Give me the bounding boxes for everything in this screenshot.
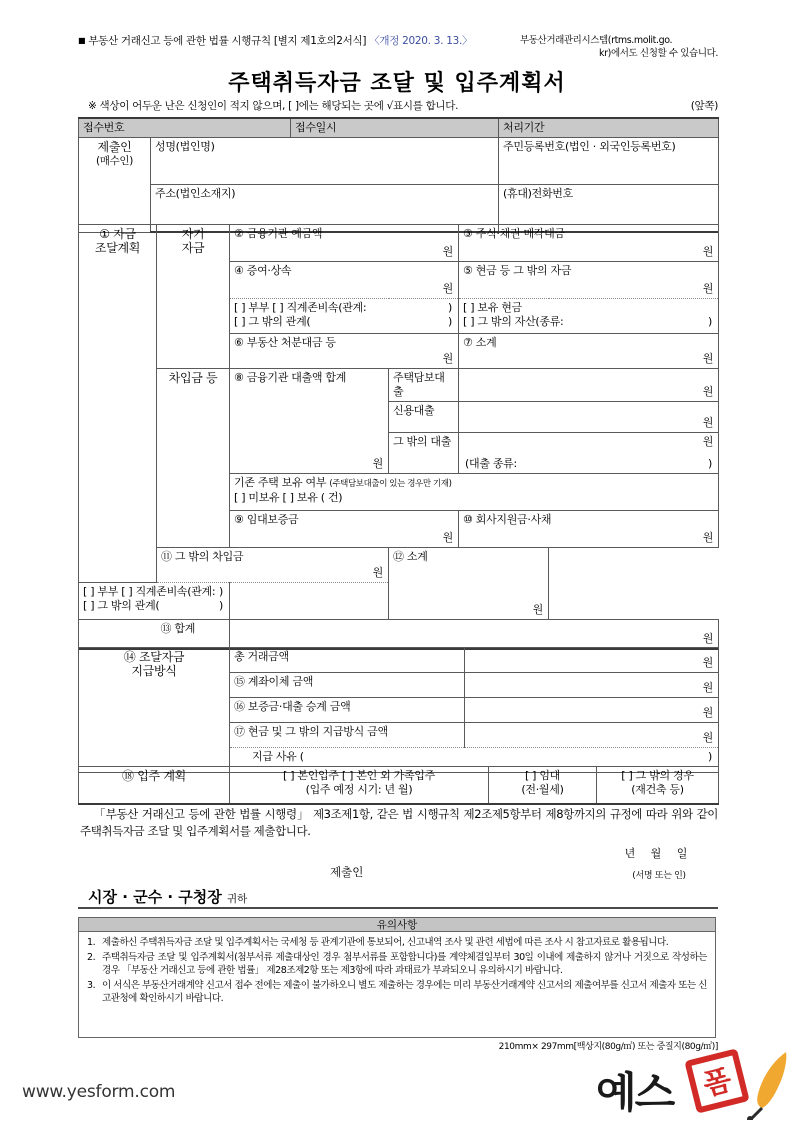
submitter-table	[78, 117, 719, 233]
processing-period-cell: 처리기간	[499, 118, 719, 138]
existing-house-options[interactable]: [ ] 미보유 [ ] 보유 ( 건)	[234, 491, 343, 504]
funding-row-11-12	[79, 548, 719, 583]
loan-type-input-close: )	[708, 457, 713, 470]
cash-holding-line1: [ ] 보유 현금	[463, 301, 522, 314]
item11-label: ⑪ 그 밖의 차입금	[161, 550, 244, 563]
payment-total-label: 총 거래금액	[230, 648, 465, 673]
mortgage-won-unit: 원	[702, 385, 714, 398]
signature-hint[interactable]: (서명 또는 인)	[632, 871, 686, 881]
payment-assume-won: 원	[702, 706, 713, 719]
page-title: 주택취득자금 조달 및 입주계획서	[228, 71, 566, 96]
item7-won-unit: 원	[702, 352, 714, 365]
gift-relation-line1-close: )	[448, 301, 452, 314]
movein-rent-line1: [ ] 임대	[524, 769, 561, 782]
notice-item-number: 3.	[87, 979, 96, 991]
item4-label: ④ 증여·상속	[234, 264, 292, 277]
gift-relation-line2-close: )	[448, 315, 452, 328]
field-item9-rental-deposit[interactable]	[230, 511, 459, 548]
payment-total-won: 원	[702, 656, 713, 669]
borrow-relation-line1-text: [ ] 부부 [ ] 직계존비속(관계:	[83, 585, 216, 598]
existing-house-note: (주택담보대출이 있는 경우만 기재)	[329, 479, 452, 489]
item12-won-unit: 원	[532, 603, 543, 616]
movein-self-line2: (입주 예정 시기: 년 월)	[305, 783, 413, 796]
notice-item-number: 1.	[87, 937, 96, 948]
notice-header: 유의사항	[78, 917, 716, 932]
item10-label: ⑩ 회사지원금·사채	[463, 513, 552, 526]
borrow-relation-line2-close: )	[219, 599, 223, 612]
item6-won-unit: 원	[442, 352, 453, 365]
credit-won-unit: 원	[702, 416, 714, 429]
field-gift-relation[interactable]	[230, 299, 459, 334]
gift-relation-line2-text: [ ] 그 밖의 관계(	[234, 315, 311, 328]
receipt-header-row	[79, 118, 719, 138]
item13-label: ⑬ 합계	[157, 620, 230, 650]
funding-plan-table	[78, 224, 719, 650]
item13-won-unit: 원	[702, 632, 714, 645]
field-payment-cash[interactable]	[465, 723, 719, 748]
cash-holding-line2	[463, 315, 714, 329]
funding-section-label-line1: ① 자금	[99, 227, 136, 241]
item7-label: ⑦ 소계	[463, 336, 497, 349]
date-line[interactable]: 년 월 일	[624, 847, 694, 860]
movein-plan-row	[79, 767, 719, 805]
submitter-rrn-field[interactable]: 주민등록번호(법인 · 외국인등록번호)	[499, 138, 719, 185]
submitter-address-field[interactable]: 주소(법인소재지)	[151, 185, 499, 233]
submitter-phone-field[interactable]: (휴대)전화번호	[499, 185, 719, 233]
field-existing-house[interactable]	[230, 474, 719, 511]
field-loan-mortgage-amount[interactable]	[459, 369, 719, 402]
field-payment-assume[interactable]	[465, 698, 719, 723]
addressee-suffix: 귀하	[226, 893, 248, 905]
movein-rent-line2: (전·월세)	[521, 783, 564, 796]
gift-relation-line1	[234, 301, 454, 315]
own-funds-label-line1: 자기	[181, 227, 205, 241]
field-cash-holding[interactable]	[459, 299, 719, 334]
submitter-name-field[interactable]: 성명(법인명)	[151, 138, 499, 185]
gift-relation-line2	[234, 315, 454, 329]
payment-transfer-won: 원	[702, 681, 713, 694]
movein-other-line2: (재건축 등)	[631, 783, 684, 796]
bullet-icon: ■	[78, 36, 86, 45]
revision-date: 〈개정 2020. 3. 13.〉	[369, 35, 473, 47]
payment-cash-label: ⑰ 현금 및 그 밖의 지급방식 금액	[230, 723, 465, 748]
system-notice-line2: kr)에서도 신청할 수 있습니다.	[599, 48, 718, 59]
payment-method-table	[78, 647, 719, 773]
borrow-relation-line2	[83, 599, 225, 613]
notice-item-text: 이 서식은 부동산거래계약 신고서 접수 전에는 제출이 불가하오니 별도 제출하는 경우에는 미리 부동산거래계약 신고서의 제출여부를 신고서 제출자 또는 신고관청에 확인하시기 바랍니다.	[102, 979, 707, 1004]
borrow-relation-line1-close: )	[219, 585, 223, 598]
notice-item-text: 주택취득자금 조달 및 입주계획서(첨부서류 제출대상인 경우 첨부서류를 포함합니다)를 계약체결일부터 30일 이내에 제출하지 않거나 거짓으로 작성하는 경우 「부동산 거래신고 등에 관한 법률」 제28조제2항 또는 제3항에 따라 과태료가 부과되오니 유의하시기 바랍니다.	[102, 951, 707, 976]
notice-item	[87, 936, 707, 950]
borrowed-funds-label: 차입금 등	[157, 369, 230, 548]
item3-label: ③ 주식·채권 매각대금	[463, 227, 565, 240]
item5-label: ⑤ 현금 등 그 밖의 자금	[463, 264, 572, 277]
item9-label: ⑨ 임대보증금	[234, 513, 299, 526]
item3-won-unit: 원	[702, 245, 714, 258]
cash-holding-line2-text: [ ] 그 밖의 자산(종류:	[463, 315, 564, 328]
item13-label-cell	[79, 620, 157, 650]
field-item5-cash-other[interactable]	[459, 262, 719, 299]
field-item10-company-loan[interactable]	[459, 511, 719, 548]
paper-specification: 210mm× 297mm[백상지(80g/㎡) 또는 중질지(80g/㎡)]	[498, 1042, 718, 1052]
legal-statement: 「부동산 거래신고 등에 관한 법률 시행령」 제3조제1항, 같은 법 시행규칙 제2조제5항부터 제8항까지의 규정에 따라 위와 같이 주택취득자금 조달 및 입주계획서를 제출합니다.	[80, 807, 718, 838]
payment-row-total	[79, 648, 719, 673]
payment-cash-won: 원	[702, 731, 713, 744]
form-instruction	[88, 98, 718, 113]
funding-row-13-total	[79, 620, 719, 650]
notice-body	[78, 932, 716, 1038]
submitter-label-cell	[79, 138, 151, 233]
cash-holding-line2-close: )	[708, 315, 713, 328]
yesform-logo	[596, 1052, 786, 1122]
movein-plan-table	[78, 766, 719, 805]
item2-label: ② 금융기관 예금액	[234, 227, 323, 240]
field-item13-total[interactable]	[230, 620, 719, 650]
notice-item-text: 제출하신 주택취득자금 조달 및 입주계획서는 국세청 등 관계기관에 통보되어, 신고내역 조사 및 관련 세법에 따른 조사 시 참고자료로 활용됩니다.	[102, 937, 669, 948]
payment-transfer-label: ⑮ 계좌이체 금액	[230, 673, 465, 698]
item8-won-unit: 원	[372, 457, 383, 470]
receipt-datetime-cell: 접수일시	[291, 118, 499, 138]
movein-self-line1: [ ] 본인입주 [ ] 본인 외 가족입주	[283, 769, 435, 782]
page-side-mark: (앞쪽)	[690, 100, 718, 112]
logo-wordmark: 예스	[596, 1068, 674, 1117]
field-borrow-relation[interactable]	[79, 583, 230, 620]
item5-won-unit: 원	[702, 282, 714, 295]
payment-reason-label: 지급 사유 (	[252, 750, 304, 763]
field-loan-credit-amount[interactable]	[459, 402, 719, 433]
movein-other-option[interactable]	[597, 767, 719, 805]
loan-type-mortgage-label: 주택담보대출	[389, 369, 459, 402]
movein-rent-option[interactable]	[489, 767, 597, 805]
own-funds-label	[157, 225, 230, 369]
gift-relation-line1-text: [ ] 부부 [ ] 직계존비속(관계:	[234, 301, 367, 314]
item10-won-unit: 원	[702, 531, 714, 544]
item4-won-unit: 원	[442, 282, 453, 295]
funding-section-label-line2: 조달계획	[94, 241, 141, 255]
field-item3-stock-bond[interactable]	[459, 225, 719, 262]
movein-other-line1: [ ] 그 밖의 경우	[621, 769, 694, 782]
item8-label: ⑧ 금융기관 대출액 합계	[234, 371, 347, 384]
payment-assume-label: ⑯ 보증금·대출 승계 금액	[230, 698, 465, 723]
item6-label: ⑥ 부동산 처분대금 등	[234, 336, 336, 349]
movein-self-option[interactable]	[230, 767, 489, 805]
notice-item	[87, 951, 707, 978]
submitter-label-line1: 제출인	[97, 140, 132, 154]
field-item12-subtotal[interactable]	[389, 548, 549, 620]
payment-section-label	[79, 648, 230, 773]
funding-row-2-3	[79, 225, 719, 262]
form-instruction-text: ※ 색상이 어두운 난은 신청인이 적지 않으며, [ ]에는 해당되는 곳에 √표시를 합니다.	[88, 100, 459, 112]
payment-label-line2: 지급방식	[131, 664, 177, 678]
field-payment-total[interactable]	[465, 648, 719, 673]
loan-type-credit-label: 신용대출	[389, 402, 459, 433]
loan-type-input-label: (대출 종류:	[465, 457, 517, 470]
item11-won-unit: 원	[372, 566, 383, 579]
borrow-relation-line2-text: [ ] 그 밖의 관계(	[83, 599, 160, 612]
field-item8-total-loans[interactable]	[230, 369, 389, 474]
payment-label-line1: ⑭ 조달자금	[123, 650, 185, 664]
field-item11-other-borrow[interactable]	[157, 548, 389, 583]
divider-line	[78, 907, 718, 909]
other-loan-won-unit: 원	[702, 435, 714, 448]
existing-house-label: 기존 주택 보유 여부	[234, 476, 327, 489]
field-item7-subtotal[interactable]	[459, 334, 719, 369]
borrow-relation-line1	[83, 585, 225, 599]
addressee-title: 시장 · 군수 · 구청장	[88, 888, 222, 906]
field-item4-gift-inherit[interactable]	[230, 262, 459, 299]
receipt-number-cell: 접수번호	[79, 118, 291, 138]
submitter-name-row	[79, 138, 719, 185]
seal-stamp-icon: 폼	[684, 1048, 749, 1113]
loan-type-other-label: 그 밖의 대출	[389, 433, 459, 474]
addressee	[88, 886, 247, 907]
system-notice	[520, 34, 718, 60]
existing-house-question	[234, 476, 714, 491]
field-item6-property-disposal[interactable]	[230, 334, 459, 369]
submitter-signature-label: 제출인	[330, 865, 364, 879]
payment-reason-close: )	[708, 750, 712, 763]
field-loan-other-amount[interactable]	[459, 433, 719, 474]
item9-won-unit: 원	[442, 531, 453, 544]
field-payment-transfer[interactable]	[465, 673, 719, 698]
item2-won-unit: 원	[442, 245, 453, 258]
movein-plan-label: ⑱ 입주 계획	[79, 767, 230, 805]
law-title: 부동산 거래신고 등에 관한 법률 시행규칙 [별지 제1호의2서식]	[88, 35, 367, 47]
submitter-label-line2: (매수인)	[95, 155, 134, 167]
own-funds-label-line2: 자금	[181, 241, 205, 255]
funding-section-label	[79, 225, 157, 583]
quill-pen-icon	[742, 1050, 790, 1120]
funding-row-8-mortgage	[79, 369, 719, 402]
item12-label: ⑫ 소계	[393, 550, 428, 563]
notice-item	[87, 979, 707, 1006]
system-notice-line1: 부동산거래관리시스템(rtms.molit.go.	[520, 35, 673, 46]
notice-item-number: 2.	[87, 951, 96, 963]
field-item2-bank-deposit[interactable]	[230, 225, 459, 262]
website-url[interactable]: www.yesform.com	[22, 1082, 176, 1102]
